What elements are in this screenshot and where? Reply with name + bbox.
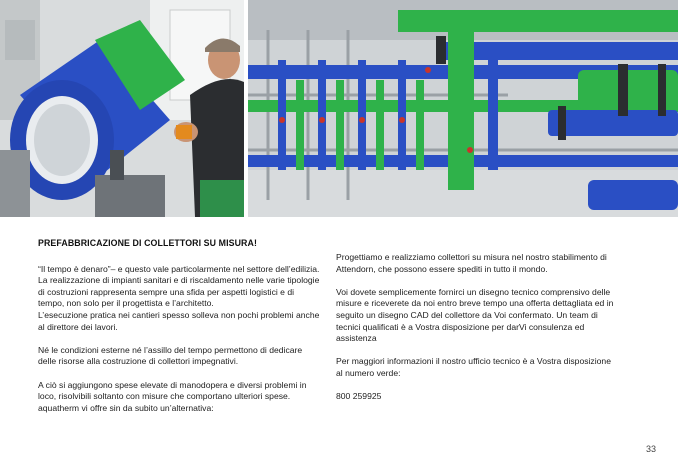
paragraph: Per maggiori informazioni il nostro ufficio tecnico è a Vostra disposizione al numero verde:	[336, 356, 611, 378]
paragraph: Né le condizioni esterne né l’assillo del tempo permettono di dedicare delle risorse alla costruzione di collettori impegnativi.	[38, 344, 303, 367]
right-text-column	[336, 252, 620, 414]
worker-photo	[0, 0, 244, 217]
manifold-photo	[248, 0, 678, 217]
paragraph: Progettiamo e realizziamo collettori su misura nel nostro stabilimento di Attendorn, che possono essere spediti in tutto il mondo.	[336, 252, 607, 274]
section-heading: PREFABBRICAZIONE DI COLLETTORI SU MISURA!	[38, 238, 257, 248]
page-number: 33	[645, 444, 656, 454]
paragraph: “Il tempo è denaro”– e questo vale particolarmente nel settore dell’edilizia. La realizzazione di impianti sanitari e di riscaldamento nelle varie tipologie di costruzioni rappresenta sempre una sfida per aspetti logistici e di tempo, non solo per il progettista e l’architetto.	[38, 263, 320, 309]
phone-number: 800 259925	[336, 391, 382, 402]
paragraph: A ciò si aggiungono spese elevate di manodopera e diversi problemi in loco, risolvibili soltanto con misure che comportano ulteriori spese. aquatherm vi offre sin da subito un’alternativa:	[38, 379, 307, 413]
paragraph: L’esecuzione pratica nei cantieri spesso solleva non pochi problemi anche al direttore dei lavori.	[38, 309, 320, 332]
left-text-column	[38, 238, 322, 426]
paragraph: Voi dovete semplicemente fornirci un disegno tecnico comprensivo delle misure e riceverete da noi entro breve tempo una offerta dettagliata ed in seguito un disegno CAD del collettore da Voi confermato. Un team di tecnici qualificati è a Vostra disposizione per darVi consulenza ed assistenza	[336, 286, 614, 344]
